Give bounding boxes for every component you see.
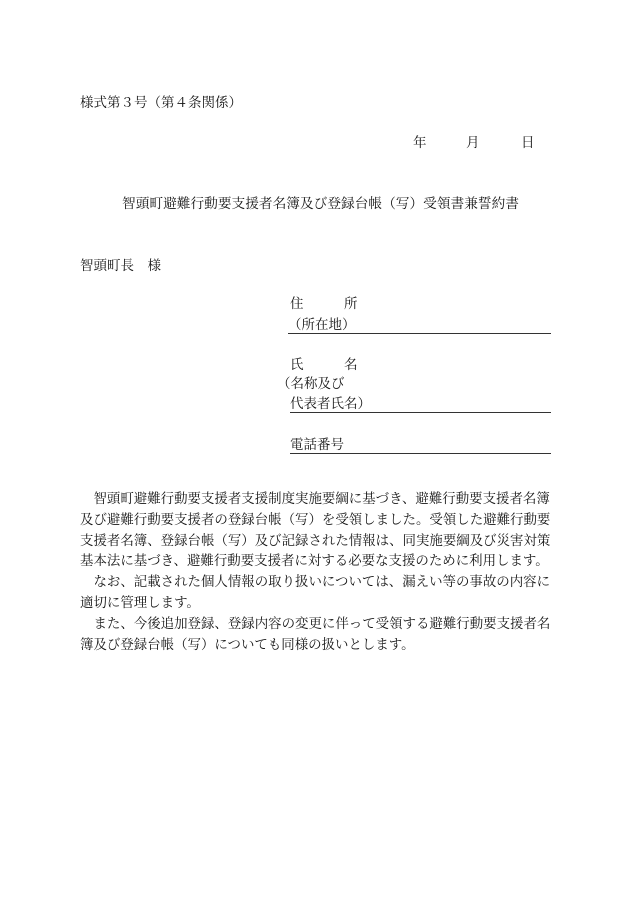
- name-sublabel-line2: 代表者氏名）: [290, 396, 371, 412]
- body-line: 適切に管理します。: [80, 595, 200, 611]
- body-line: 智頭町避難行動要支援者支援制度実施要綱に基づき、避難行動要支援者名簿: [80, 492, 550, 507]
- date-year-label: 年: [413, 135, 427, 151]
- body-line: また、今後追加登録、登録内容の変更に伴って受領する避難行動要支援者名: [80, 616, 551, 632]
- address-field: [288, 317, 551, 334]
- name-sublabel-line1: （名称及び: [277, 376, 345, 392]
- body-line: 基本法に基づき、避難行動要支援者に対する必要な支援のために利用します。: [80, 554, 549, 570]
- paragraph-privacy: [80, 573, 556, 615]
- body-line: 及び避難行動要支援者の登録台帳（写）を受領しました。受領した避難行動要: [80, 512, 551, 528]
- name-label: 氏 名: [290, 357, 362, 373]
- addressee: 智頭町長 様: [80, 258, 161, 274]
- phone-field: [290, 437, 551, 454]
- body-text: [80, 490, 556, 656]
- phone-label: 電話番号: [290, 437, 344, 453]
- address-sublabel: （所在地）: [288, 317, 356, 333]
- name-field: [290, 396, 551, 413]
- paragraph-updates: [80, 615, 556, 657]
- form-number: 様式第３号（第４条関係）: [80, 95, 242, 111]
- document-title: 智頭町避難行動要支援者名簿及び登録台帳（写）受領書兼誓約書: [122, 196, 519, 212]
- body-line: 簿及び登録台帳（写）についても同様の扱いとします。: [80, 637, 415, 653]
- paragraph-pledge: [80, 490, 556, 573]
- body-line: なお、記載された個人情報の取り扱いについては、漏えい等の事故の内容に: [80, 575, 551, 591]
- address-label: 住 所: [290, 296, 362, 312]
- body-line: 支援者名簿、登録台帳（写）及び記録された情報は、同実施要綱及び災害対策: [80, 533, 551, 549]
- date-month-label: 月: [466, 135, 480, 151]
- date-day-label: 日: [521, 135, 535, 151]
